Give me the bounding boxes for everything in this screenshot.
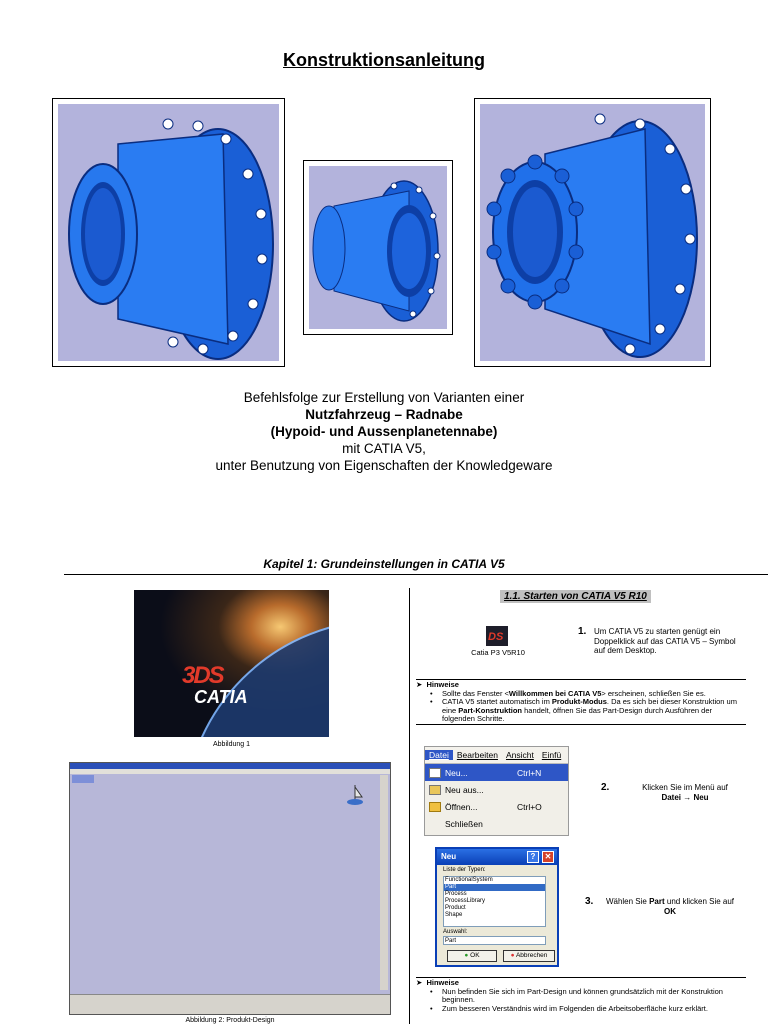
type-item[interactable]: ProcessLibrary (445, 898, 486, 904)
selection-label: Auswahl: (443, 929, 468, 935)
planet-horizon (134, 590, 329, 737)
hint-2-item-2: • Zum besseren Verständnis wird im Folgenden die Arbeitsoberfläche kurz erklärt. (430, 1005, 746, 1014)
type-item[interactable]: Product (445, 905, 466, 911)
menu-bar (425, 747, 568, 764)
hint-2-item-1: • Nun befinden Sie sich im Part-Design und können grundsätzlich mit der Konstruktion beginnen. (430, 988, 746, 1005)
type-item[interactable]: Shape (445, 912, 463, 918)
arrow-icon: ➤ (416, 680, 423, 689)
ok-icon: ● (464, 952, 469, 959)
ds-logo-icon: 3DS (182, 662, 223, 689)
column-divider (409, 588, 410, 1024)
dialog-title: Neu ? ✕ (437, 849, 557, 865)
catia-desktop-icon[interactable] (486, 626, 508, 646)
ok-button[interactable]: ● OK (447, 950, 497, 962)
file-menu-screenshot (424, 746, 569, 836)
menu-item-schliessen[interactable]: Schließen (445, 818, 483, 829)
intro-text (0, 389, 768, 474)
hint-1-item-1: • Sollte das Fenster <Willkommen bei CATIA V5> erscheinen, schließen Sie es. (430, 690, 746, 699)
bottom-toolbar (70, 994, 390, 1014)
step-3-text: Wählen Sie Part und klicken Sie auf OK (605, 897, 735, 916)
catia-icon-label: Catia P3 V5R10 (471, 648, 525, 657)
close-button[interactable]: ✕ (542, 851, 554, 863)
type-item[interactable]: FunctionalSystem (445, 877, 493, 883)
wheel-hub-planetary-render (480, 104, 705, 361)
intro-line-4: mit CATIA V5, (342, 441, 426, 456)
menu-bearbeiten[interactable]: Bearbeiten (456, 750, 498, 760)
right-toolbar (380, 775, 388, 990)
intro-line-5: unter Benutzung von Eigenschaften der Knowledgeware (215, 458, 553, 473)
catia-workspace-screenshot (69, 762, 391, 1015)
selection-field[interactable]: Part (443, 936, 546, 945)
product-workbench-icon (345, 783, 365, 807)
menu-item-neu[interactable]: Neu... Ctrl+N (425, 764, 568, 781)
chapter-title: Kapitel 1: Grundeinstellungen in CATIA V5 (263, 557, 505, 571)
menu-datei[interactable]: Datei (425, 750, 453, 760)
menu-item-neu-aus[interactable]: Neu aus... (425, 781, 568, 798)
hints-block-2 (416, 977, 746, 1013)
new-from-icon (429, 785, 441, 795)
type-list-label: Liste der Typen: (443, 867, 486, 873)
hub-image-right (474, 98, 711, 367)
type-list[interactable] (443, 876, 546, 927)
cancel-button[interactable]: ● Abbrechen (503, 950, 555, 962)
step-2-text: Klicken Sie im Menü auf Datei → Neu (642, 783, 728, 802)
wheel-hub-hypoid-render (58, 104, 279, 361)
catia-brand-text: CATIA (194, 687, 248, 707)
type-item[interactable]: Process (445, 891, 467, 897)
wheel-hub-small-render (309, 166, 447, 329)
page-title: Konstruktionsanleitung (283, 50, 485, 70)
section-heading: 1.1. Starten von CATIA V5 R10 (500, 590, 651, 603)
chapter-divider (64, 574, 768, 575)
hub-image-left (52, 98, 285, 367)
specification-tree (72, 775, 94, 783)
catia-splash-image (134, 590, 329, 737)
step-3-number: 3. (585, 896, 594, 907)
hints-2-title: Hinweise (426, 978, 459, 987)
window-menu-bar (70, 769, 390, 774)
figure-1-caption: Abbildung 1 (213, 741, 250, 748)
new-file-icon (429, 768, 441, 778)
open-folder-icon (429, 802, 441, 812)
step-1-text: Um CATIA V5 zu starten genügt ein Doppelklick auf das CATIA V5 – Symbol auf dem Desktop. (594, 627, 736, 655)
step-1-number: 1. (578, 626, 587, 637)
hints-block-1 (416, 679, 746, 725)
menu-ansicht[interactable]: Ansicht (505, 750, 534, 760)
type-item-selected[interactable]: Part (444, 884, 545, 891)
hints-1-title: Hinweise (426, 680, 459, 689)
menu-einfuegen[interactable]: Einfü (541, 750, 562, 760)
intro-line-2: Nutzfahrzeug – Radnabe (305, 407, 463, 422)
help-button[interactable]: ? (527, 851, 539, 863)
step-2-number: 2. (601, 782, 610, 793)
hub-image-middle (303, 160, 453, 335)
menu-item-oeffnen[interactable]: Öffnen... Ctrl+O (425, 798, 568, 815)
intro-line-1: Befehlsfolge zur Erstellung von Varianten einer (243, 390, 525, 405)
arrow-icon: ➤ (416, 978, 423, 987)
new-document-dialog (435, 847, 559, 967)
hint-1-item-2: • CATIA V5 startet automatisch im Produkt-Modus. Da es sich bei dieser Konstruktion um eine Part-Konstruktion handelt, öffnen Sie das Part-Design durch Ausführen der folgenden Schritte. (430, 698, 746, 724)
figure-2-caption: Abbildung 2: Produkt-Design (185, 1017, 275, 1024)
intro-line-3: (Hypoid- und Aussenplanetennabe) (270, 424, 498, 439)
svg-text:DS: DS (488, 631, 504, 643)
cancel-icon: ● (510, 952, 515, 959)
